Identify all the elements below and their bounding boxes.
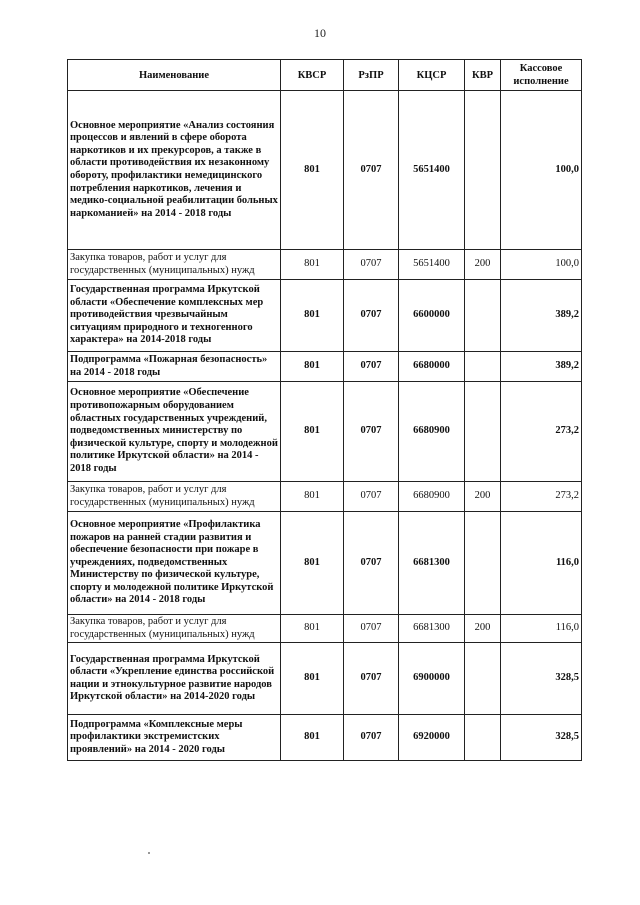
row-amount: 389,2 bbox=[501, 280, 582, 352]
row-kvsr: 801 bbox=[281, 615, 344, 643]
table-row bbox=[68, 280, 582, 352]
row-rzpr: 0707 bbox=[344, 280, 399, 352]
row-amount: 389,2 bbox=[501, 352, 582, 382]
row-kvsr: 801 bbox=[281, 382, 344, 482]
row-kvsr: 801 bbox=[281, 643, 344, 715]
table-row bbox=[68, 715, 582, 761]
row-kcsr: 6680900 bbox=[399, 382, 465, 482]
row-kcsr: 5651400 bbox=[399, 91, 465, 250]
row-kcsr: 6600000 bbox=[399, 280, 465, 352]
table-row bbox=[68, 512, 582, 615]
table-row bbox=[68, 643, 582, 715]
row-kcsr: 6681300 bbox=[399, 615, 465, 643]
header-kvr: КВР bbox=[465, 60, 501, 91]
row-kvsr: 801 bbox=[281, 250, 344, 280]
row-name: Государственная программа Иркутской области «Укрепление единства российской нации и этнокультурное развитие народов Иркутской области» на 2014-2020 годы bbox=[68, 643, 281, 715]
row-amount: 273,2 bbox=[501, 482, 582, 512]
row-name: Государственная программа Иркутской области «Обеспечение комплексных мер противодействия чрезвычайным ситуациям природного и техногенного характера» на 2014-2018 годы bbox=[68, 280, 281, 352]
row-amount: 100,0 bbox=[501, 250, 582, 280]
header-name: Наименование bbox=[68, 60, 281, 91]
row-kvsr: 801 bbox=[281, 91, 344, 250]
row-kvsr: 801 bbox=[281, 352, 344, 382]
row-amount: 328,5 bbox=[501, 715, 582, 761]
table-row bbox=[68, 352, 582, 382]
row-kvsr: 801 bbox=[281, 715, 344, 761]
row-name: Закупка товаров, работ и услуг для государственных (муниципальных) нужд bbox=[68, 482, 281, 512]
scan-speck bbox=[148, 852, 150, 854]
header-kcsr: КЦСР bbox=[399, 60, 465, 91]
row-amount: 100,0 bbox=[501, 91, 582, 250]
header-rzpr: РзПР bbox=[344, 60, 399, 91]
row-name: Основное мероприятие «Профилактика пожаров на ранней стадии развития и обеспечение безопасности при пожаре в учреждениях, подведомственных Министерству по физической культуре, спорту и молодежной политике Иркутской области» на 2014 - 2018 годы bbox=[68, 512, 281, 615]
row-name: Подпрограмма «Комплексные меры профилактики экстремистских проявлений» на 2014 - 2020 годы bbox=[68, 715, 281, 761]
row-rzpr: 0707 bbox=[344, 382, 399, 482]
row-kvr bbox=[465, 382, 501, 482]
row-kvr bbox=[465, 512, 501, 615]
page-number: 10 bbox=[314, 26, 326, 40]
row-name: Основное мероприятие «Анализ состояния процессов и явлений в сфере оборота наркотиков и их прекурсоров, а также в области противодействия их незаконному обороту, профилактики немедицинского потребления наркотиков, лечения и медико-социальной реабилитации больных наркоманией» на 2014 - 2018 годы bbox=[68, 91, 281, 250]
row-amount: 116,0 bbox=[501, 512, 582, 615]
row-name: Закупка товаров, работ и услуг для государственных (муниципальных) нужд bbox=[68, 250, 281, 280]
budget-table bbox=[67, 59, 582, 761]
table-row bbox=[68, 482, 582, 512]
row-name: Основное мероприятие «Обеспечение противопожарным оборудованием областных государственных учреждений, подведомственных министерству по физической культуре, спорту и молодежной политике Иркутской области» на 2014 - 2018 годы bbox=[68, 382, 281, 482]
row-kcsr: 6681300 bbox=[399, 512, 465, 615]
row-kvsr: 801 bbox=[281, 280, 344, 352]
header-kvsr: КВСР bbox=[281, 60, 344, 91]
row-rzpr: 0707 bbox=[344, 482, 399, 512]
table-row bbox=[68, 250, 582, 280]
row-rzpr: 0707 bbox=[344, 615, 399, 643]
row-kcsr: 5651400 bbox=[399, 250, 465, 280]
row-kcsr: 6920000 bbox=[399, 715, 465, 761]
row-rzpr: 0707 bbox=[344, 352, 399, 382]
row-kvr: 200 bbox=[465, 250, 501, 280]
row-kvr: 200 bbox=[465, 615, 501, 643]
row-name: Закупка товаров, работ и услуг для государственных (муниципальных) нужд bbox=[68, 615, 281, 643]
row-kvr bbox=[465, 643, 501, 715]
row-kvr bbox=[465, 715, 501, 761]
row-name: Подпрограмма «Пожарная безопасность» на 2014 - 2018 годы bbox=[68, 352, 281, 382]
row-kvr: 200 bbox=[465, 482, 501, 512]
row-amount: 116,0 bbox=[501, 615, 582, 643]
row-rzpr: 0707 bbox=[344, 512, 399, 615]
row-rzpr: 0707 bbox=[344, 715, 399, 761]
table-row bbox=[68, 615, 582, 643]
row-kcsr: 6680900 bbox=[399, 482, 465, 512]
row-kvr bbox=[465, 280, 501, 352]
table-row bbox=[68, 382, 582, 482]
table-header-row bbox=[68, 60, 582, 91]
row-amount: 273,2 bbox=[501, 382, 582, 482]
row-rzpr: 0707 bbox=[344, 91, 399, 250]
row-kvsr: 801 bbox=[281, 512, 344, 615]
row-kcsr: 6680000 bbox=[399, 352, 465, 382]
row-rzpr: 0707 bbox=[344, 250, 399, 280]
row-kvsr: 801 bbox=[281, 482, 344, 512]
header-amount: Кассовое исполнение bbox=[501, 60, 582, 91]
row-kvr bbox=[465, 91, 501, 250]
row-kcsr: 6900000 bbox=[399, 643, 465, 715]
row-rzpr: 0707 bbox=[344, 643, 399, 715]
row-kvr bbox=[465, 352, 501, 382]
row-amount: 328,5 bbox=[501, 643, 582, 715]
table-row bbox=[68, 91, 582, 250]
